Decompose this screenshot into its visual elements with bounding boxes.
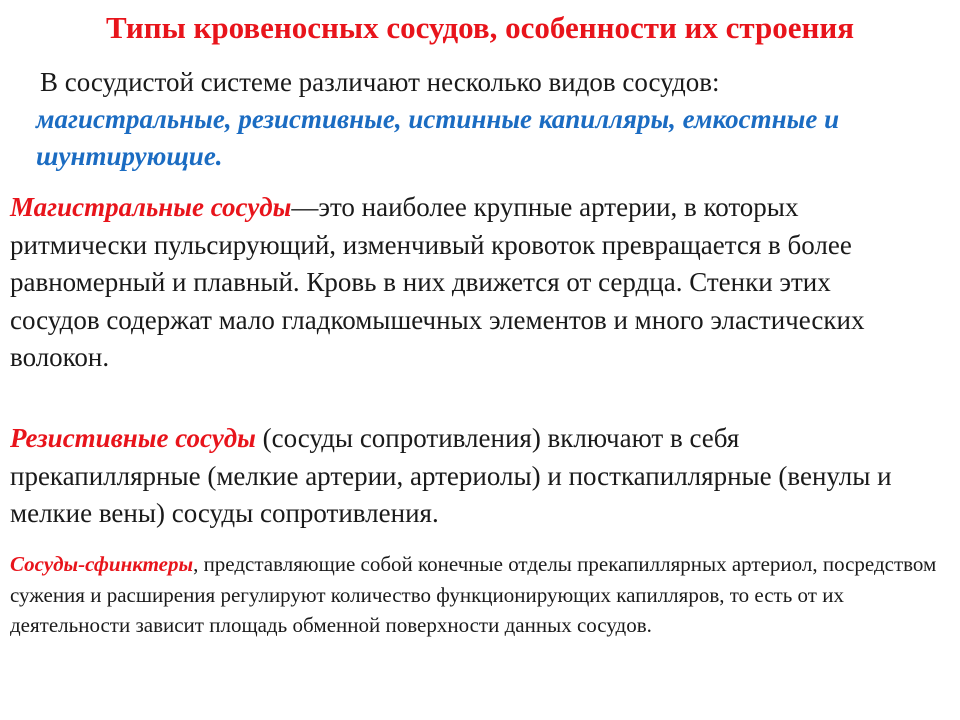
section-resistive-vessels xyxy=(10,420,910,533)
term-main-vessels: Магистральные сосуды xyxy=(10,192,292,222)
text-main-vessels: —это наиболее крупные артерии, в которых ритмически пульсирующий, изменчивый кровоток превращается в более равномерный и плавный. Кровь в них движется от сердца. Стенки этих сосудов содержат мало гладкомышечных элементов и много эластических волокон. xyxy=(10,192,865,372)
section-sphincter-vessels xyxy=(10,549,940,641)
text-sphincter-vessels: , представляющие собой конечные отделы прекапиллярных артериол, посредством сужения и расширения регулируют количество функционирующих капилляров, то есть от их деятельности зависит площадь обменной поверхности данных сосудов. xyxy=(10,552,937,637)
term-resistive-vessels: Резистивные сосуды xyxy=(10,423,256,453)
section-main-vessels xyxy=(10,189,910,377)
intro-paragraph xyxy=(36,64,936,175)
text-resistive-vessels: (сосуды сопротивления) включают в себя прекапиллярные (мелкие артерии, артериолы) и посткапиллярные (венулы и мелкие вены) сосуды сопротивления. xyxy=(10,423,892,528)
intro-lead: В сосудистой системе различают несколько видов сосудов: xyxy=(40,67,720,97)
term-sphincter-vessels: Сосуды-сфинктеры xyxy=(10,552,194,576)
vessel-types-list: магистральные, резистивные, истинные капилляры, емкостные и шунтирующие. xyxy=(36,104,840,171)
slide-title: Типы кровеносных сосудов, особенности их строения xyxy=(105,10,855,45)
